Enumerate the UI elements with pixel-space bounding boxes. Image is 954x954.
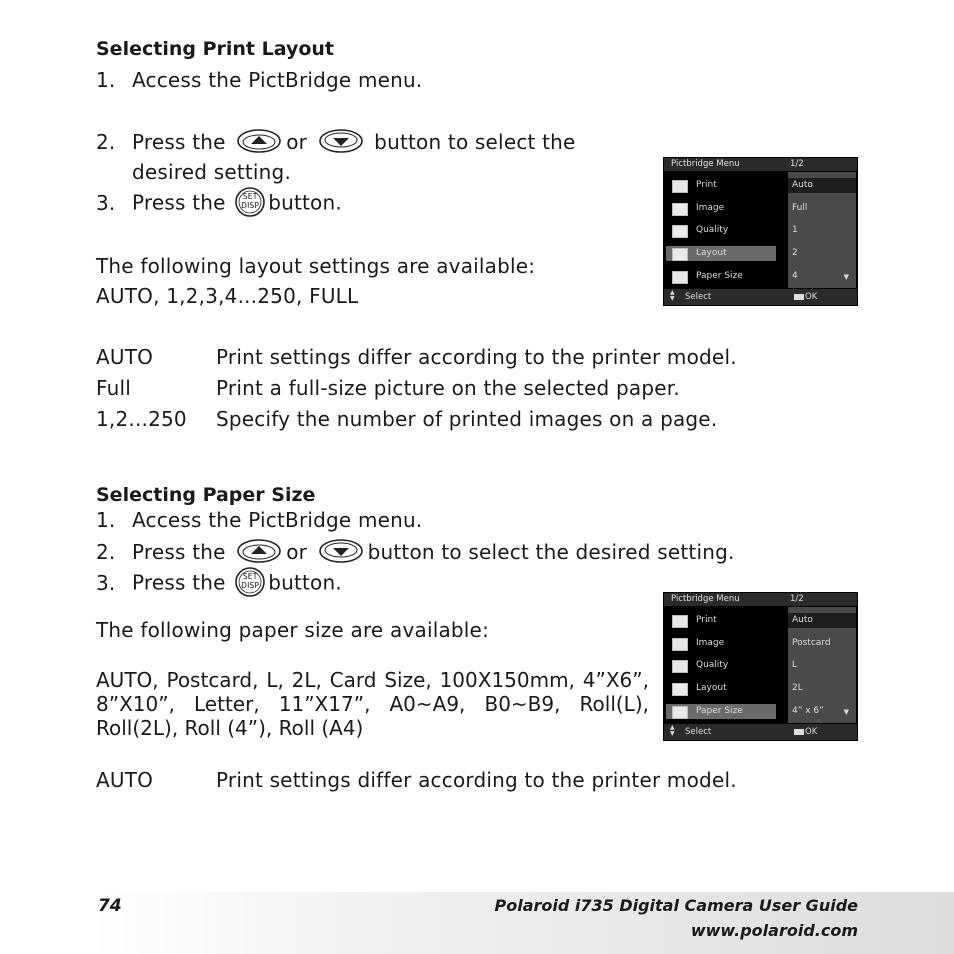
menu-items <box>666 172 787 288</box>
menu-items <box>666 607 787 723</box>
menu-item-print <box>666 613 787 628</box>
step-text-post: button. <box>268 570 342 595</box>
step-text: Access the PictBridge menu. <box>132 508 423 532</box>
menu-item-label: Quality <box>696 225 729 235</box>
menu-option: Auto <box>788 613 856 628</box>
menu-item-paper-size <box>666 269 787 284</box>
definition-term: AUTO <box>96 768 154 792</box>
set-key-icon <box>794 294 804 300</box>
definition-desc: Specify the number of printed images on a page. <box>216 407 718 431</box>
menu-option: 4 <box>792 271 798 281</box>
menu-option: 4” x 6” <box>792 706 824 716</box>
step-number: 2. <box>96 540 116 564</box>
menu-item-print <box>666 178 787 193</box>
step-text-post: button. <box>268 190 342 215</box>
step-text-post: button to select the desired setting. <box>367 540 735 564</box>
available-line-1: The following layout settings are available: <box>96 254 536 278</box>
up-arrow-button-icon <box>236 538 282 569</box>
website-url: www.polaroid.com <box>690 921 858 940</box>
definition-term: 1,2...250 <box>96 407 187 431</box>
pictbridge-menu-screen-paper-size <box>663 592 858 741</box>
down-arrow-button-icon <box>318 538 364 569</box>
step-3 <box>96 570 342 598</box>
quality-icon <box>672 225 688 238</box>
layout-icon <box>672 683 688 696</box>
definition-row <box>96 376 680 400</box>
step-text-pre: Press the <box>132 540 226 564</box>
definition-desc: Print settings differ according to the printer model. <box>216 345 737 369</box>
guide-title: Polaroid i735 Digital Camera User Guide <box>494 896 858 915</box>
menu-item-image <box>666 636 787 651</box>
step-number: 1. <box>96 508 116 532</box>
menu-item-label: Image <box>696 638 725 648</box>
paper-size-icon <box>672 271 688 284</box>
or-text: or <box>286 130 308 154</box>
step-text-post: button to select the <box>374 130 576 154</box>
menu-footer <box>664 724 857 740</box>
menu-item-layout <box>666 681 787 696</box>
step-1 <box>96 68 422 92</box>
or-text: or <box>286 540 308 564</box>
menu-option: 1 <box>792 225 798 235</box>
set-key-icon <box>794 729 804 735</box>
step-text: Access the PictBridge menu. <box>132 68 423 92</box>
step-number: 1. <box>96 68 116 92</box>
step-2 <box>96 538 735 569</box>
footer-select: Select <box>685 292 712 302</box>
menu-page: 1/2 <box>790 159 804 169</box>
menu-options <box>788 172 856 288</box>
up-arrow-button-icon <box>236 128 282 159</box>
menu-title: Pictbridge Menu <box>671 159 740 169</box>
paper-size-list: AUTO, Postcard, L, 2L, Card Size, 100X150mm, 4”X6”, 8”X10”, Letter, 11”X17”, A0~A9, B0~B9, Roll(L), Roll(2L), Roll (4”), Roll (A4) <box>96 668 649 740</box>
section-heading-print-layout: Selecting Print Layout <box>96 38 334 60</box>
image-icon <box>672 638 688 651</box>
menu-option: 2L <box>792 683 803 693</box>
menu-item-label: Paper Size <box>696 706 743 716</box>
menu-options <box>788 607 856 723</box>
step-text-pre: Press the <box>132 130 226 154</box>
definition-row <box>96 407 717 431</box>
menu-item-label: Print <box>696 180 717 190</box>
image-icon <box>672 203 688 216</box>
menu-item-label: Print <box>696 615 717 625</box>
layout-icon <box>672 248 688 261</box>
menu-item-label: Quality <box>696 660 729 670</box>
menu-item-paper-size <box>666 704 776 719</box>
disp-label: DISP <box>241 201 260 210</box>
step-3 <box>96 190 342 218</box>
definition-row <box>96 345 737 369</box>
available-line-2: AUTO, 1,2,3,4...250, FULL <box>96 284 359 308</box>
menu-option: Postcard <box>792 638 831 648</box>
menu-footer <box>664 289 857 305</box>
printer-icon <box>672 615 688 628</box>
scroll-down-icon: ▼ <box>843 273 849 281</box>
menu-item-label: Paper Size <box>696 271 743 281</box>
menu-item-label: Layout <box>696 683 727 693</box>
menu-title: Pictbridge Menu <box>671 594 740 604</box>
page-footer <box>92 892 954 954</box>
menu-option: L <box>792 660 798 670</box>
definition-term: AUTO <box>96 345 154 369</box>
menu-item-image <box>666 201 787 216</box>
menu-item-quality <box>666 658 787 673</box>
down-arrow-button-icon <box>318 128 364 159</box>
set-disp-button-icon <box>234 566 266 598</box>
menu-option: Auto <box>788 178 856 193</box>
available-line: The following paper size are available: <box>96 618 490 642</box>
set-label: SET <box>242 192 258 201</box>
definition-row <box>96 768 737 792</box>
step-number: 3. <box>96 570 116 595</box>
menu-item-layout <box>666 246 776 261</box>
footer-ok: OK <box>805 727 818 737</box>
page-number: 74 <box>98 896 122 916</box>
step-text-pre: Press the <box>132 190 226 215</box>
step-number: 2. <box>96 130 116 154</box>
menu-item-label: Image <box>696 203 725 213</box>
step-2-continued: desired setting. <box>132 160 292 184</box>
menu-titlebar <box>664 593 857 606</box>
up-down-icon: ▲ ▼ <box>670 724 675 737</box>
menu-page: 1/2 <box>790 594 804 604</box>
step-1 <box>96 508 422 532</box>
pictbridge-menu-screen-layout <box>663 157 858 306</box>
menu-titlebar <box>664 158 857 171</box>
set-label: SET <box>242 572 258 581</box>
definition-desc: Print settings differ according to the printer model. <box>216 768 737 792</box>
menu-item-quality <box>666 223 787 238</box>
menu-option: 2 <box>792 248 798 258</box>
section-heading-paper-size: Selecting Paper Size <box>96 484 316 506</box>
step-number: 3. <box>96 190 116 215</box>
definition-term: Full <box>96 376 131 400</box>
footer-ok: OK <box>805 292 818 302</box>
disp-label: DISP <box>241 581 260 590</box>
paper-size-icon <box>672 706 688 719</box>
up-down-icon: ▲ ▼ <box>670 289 675 302</box>
printer-icon <box>672 180 688 193</box>
scroll-down-icon: ▼ <box>843 708 849 716</box>
set-disp-button-icon <box>234 186 266 218</box>
quality-icon <box>672 660 688 673</box>
definition-desc: Print a full-size picture on the selected paper. <box>216 376 680 400</box>
step-2 <box>96 128 576 159</box>
footer-select: Select <box>685 727 712 737</box>
menu-item-label: Layout <box>696 248 727 258</box>
step-text-pre: Press the <box>132 570 226 595</box>
menu-option: Full <box>792 203 808 213</box>
